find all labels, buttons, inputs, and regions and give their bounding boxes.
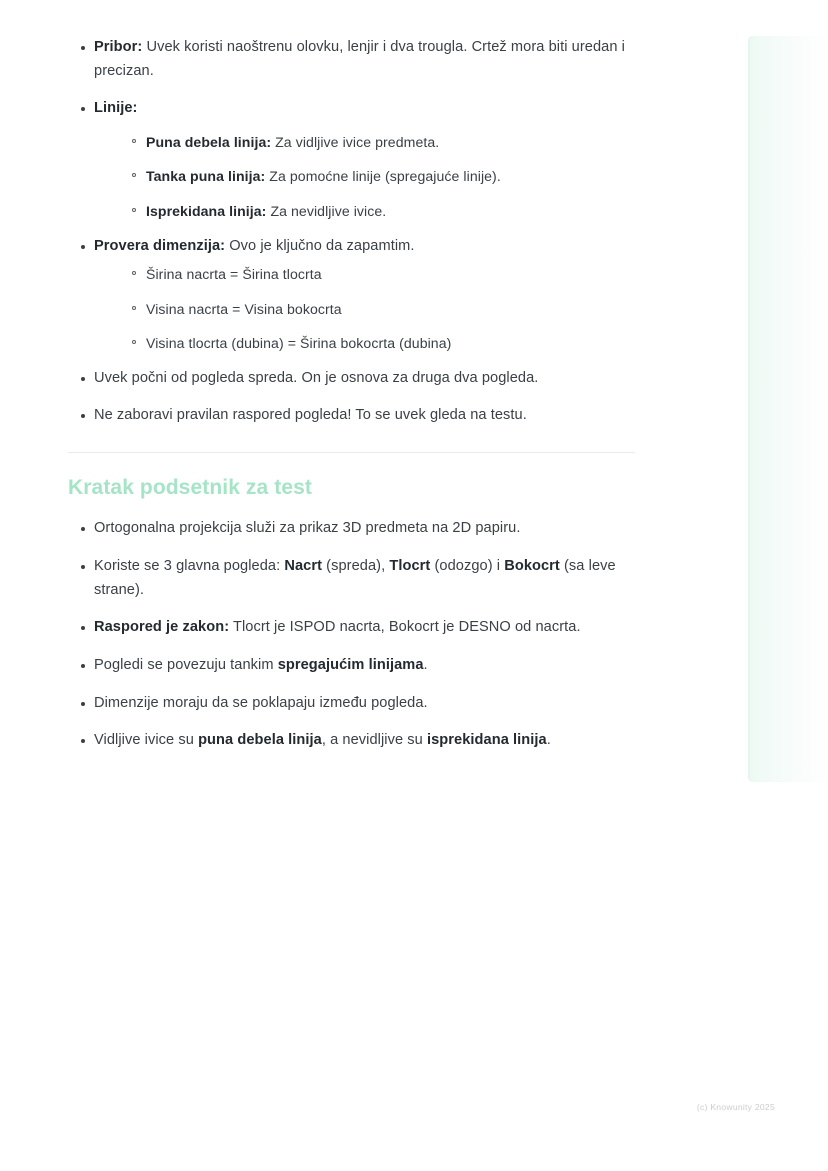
summary-text: Ortogonalna projekcija služi za prikaz 3D predmeta na 2D papiru.: [94, 520, 521, 537]
list-item: [68, 97, 638, 222]
nested-list-item: [120, 200, 638, 223]
list-item-label: Linije:: [94, 100, 138, 117]
summary-text: Pogledi se povezuju tankim: [94, 656, 278, 673]
nested-item-text: Visina tlocrta (dubina) = Širina bokocrta (dubina): [146, 335, 452, 352]
list-item: [68, 692, 638, 716]
nested-item-text: Za nevidljive ivice.: [266, 203, 387, 220]
summary-text: Dimenzije moraju da se poklapaju između pogleda.: [94, 694, 428, 711]
summary-text: (sa leve strane).: [94, 558, 616, 598]
notes-list: [68, 36, 638, 428]
list-item: [68, 555, 638, 602]
summary-term: Raspored je zakon:: [94, 619, 230, 636]
list-item: [68, 517, 638, 541]
nested-list-item: [120, 263, 638, 286]
nested-item-label: Puna debela linija:: [146, 133, 272, 150]
list-item-label: Provera dimenzija:: [94, 237, 226, 254]
list-item: [68, 654, 638, 678]
nested-list-item: [120, 332, 638, 355]
nested-list-item: [120, 165, 638, 188]
summary-term: isprekidana linija: [426, 732, 547, 749]
summary-term: Bokocrt: [504, 558, 560, 575]
summary-list: [68, 517, 638, 752]
list-item-text: Ovo je ključno da zapamtim.: [225, 237, 415, 254]
list-item: [68, 729, 638, 753]
right-accent-panel: [748, 36, 828, 782]
nested-item-text: Za vidljive ivice predmeta.: [271, 133, 440, 150]
summary-text: (odozgo) i: [430, 558, 505, 575]
summary-text: , a nevidljive su: [321, 732, 427, 749]
list-item: [68, 367, 638, 391]
nested-item-label: Tanka puna linija:: [146, 168, 266, 185]
list-item-text: Uvek koristi naoštrenu olovku, lenjir i dva trougla. Crtež mora biti uredan i precizan.: [94, 39, 625, 79]
document-content: [68, 36, 638, 767]
section-divider: [68, 452, 635, 453]
nested-list-item: [120, 131, 638, 154]
list-item: [68, 404, 638, 428]
summary-text: .: [423, 656, 428, 673]
summary-text: (spreda),: [322, 558, 390, 575]
nested-list: [120, 131, 638, 223]
nested-item-label: Isprekidana linija:: [146, 203, 267, 220]
summary-text: Koriste se 3 glavna pogleda:: [94, 558, 285, 575]
summary-term: puna debela linija: [198, 732, 322, 749]
list-item-text: Uvek počni od pogleda spreda. On je osnova za druga dva pogleda.: [94, 369, 539, 386]
summary-term: spregajućim linijama: [277, 656, 424, 673]
summary-text: Tlocrt je ISPOD nacrta, Bokocrt je DESNO od nacrta.: [229, 619, 581, 636]
footer-copyright: (c) Knowunity 2025: [696, 1102, 775, 1112]
list-item: [68, 235, 638, 355]
nested-item-text: Širina nacrta = Širina tlocrta: [146, 266, 322, 283]
list-item-label: Pribor:: [94, 39, 143, 55]
nested-list-item: [120, 298, 638, 321]
section-heading: Kratak podsetnik za test: [68, 476, 312, 500]
summary-text: .: [546, 732, 551, 749]
summary-term: Nacrt: [284, 558, 323, 575]
summary-term: Tlocrt: [389, 558, 431, 575]
list-item: [68, 616, 638, 640]
nested-list: [120, 263, 638, 355]
nested-item-text: Visina nacrta = Visina bokocrta: [146, 300, 342, 317]
list-item-text: Ne zaboravi pravilan raspored pogleda! To se uvek gleda na testu.: [94, 407, 527, 424]
summary-text: Vidljive ivice su: [94, 732, 199, 749]
nested-item-text: Za pomoćne linije (spregajuće linije).: [265, 168, 501, 185]
list-item: [68, 36, 638, 83]
